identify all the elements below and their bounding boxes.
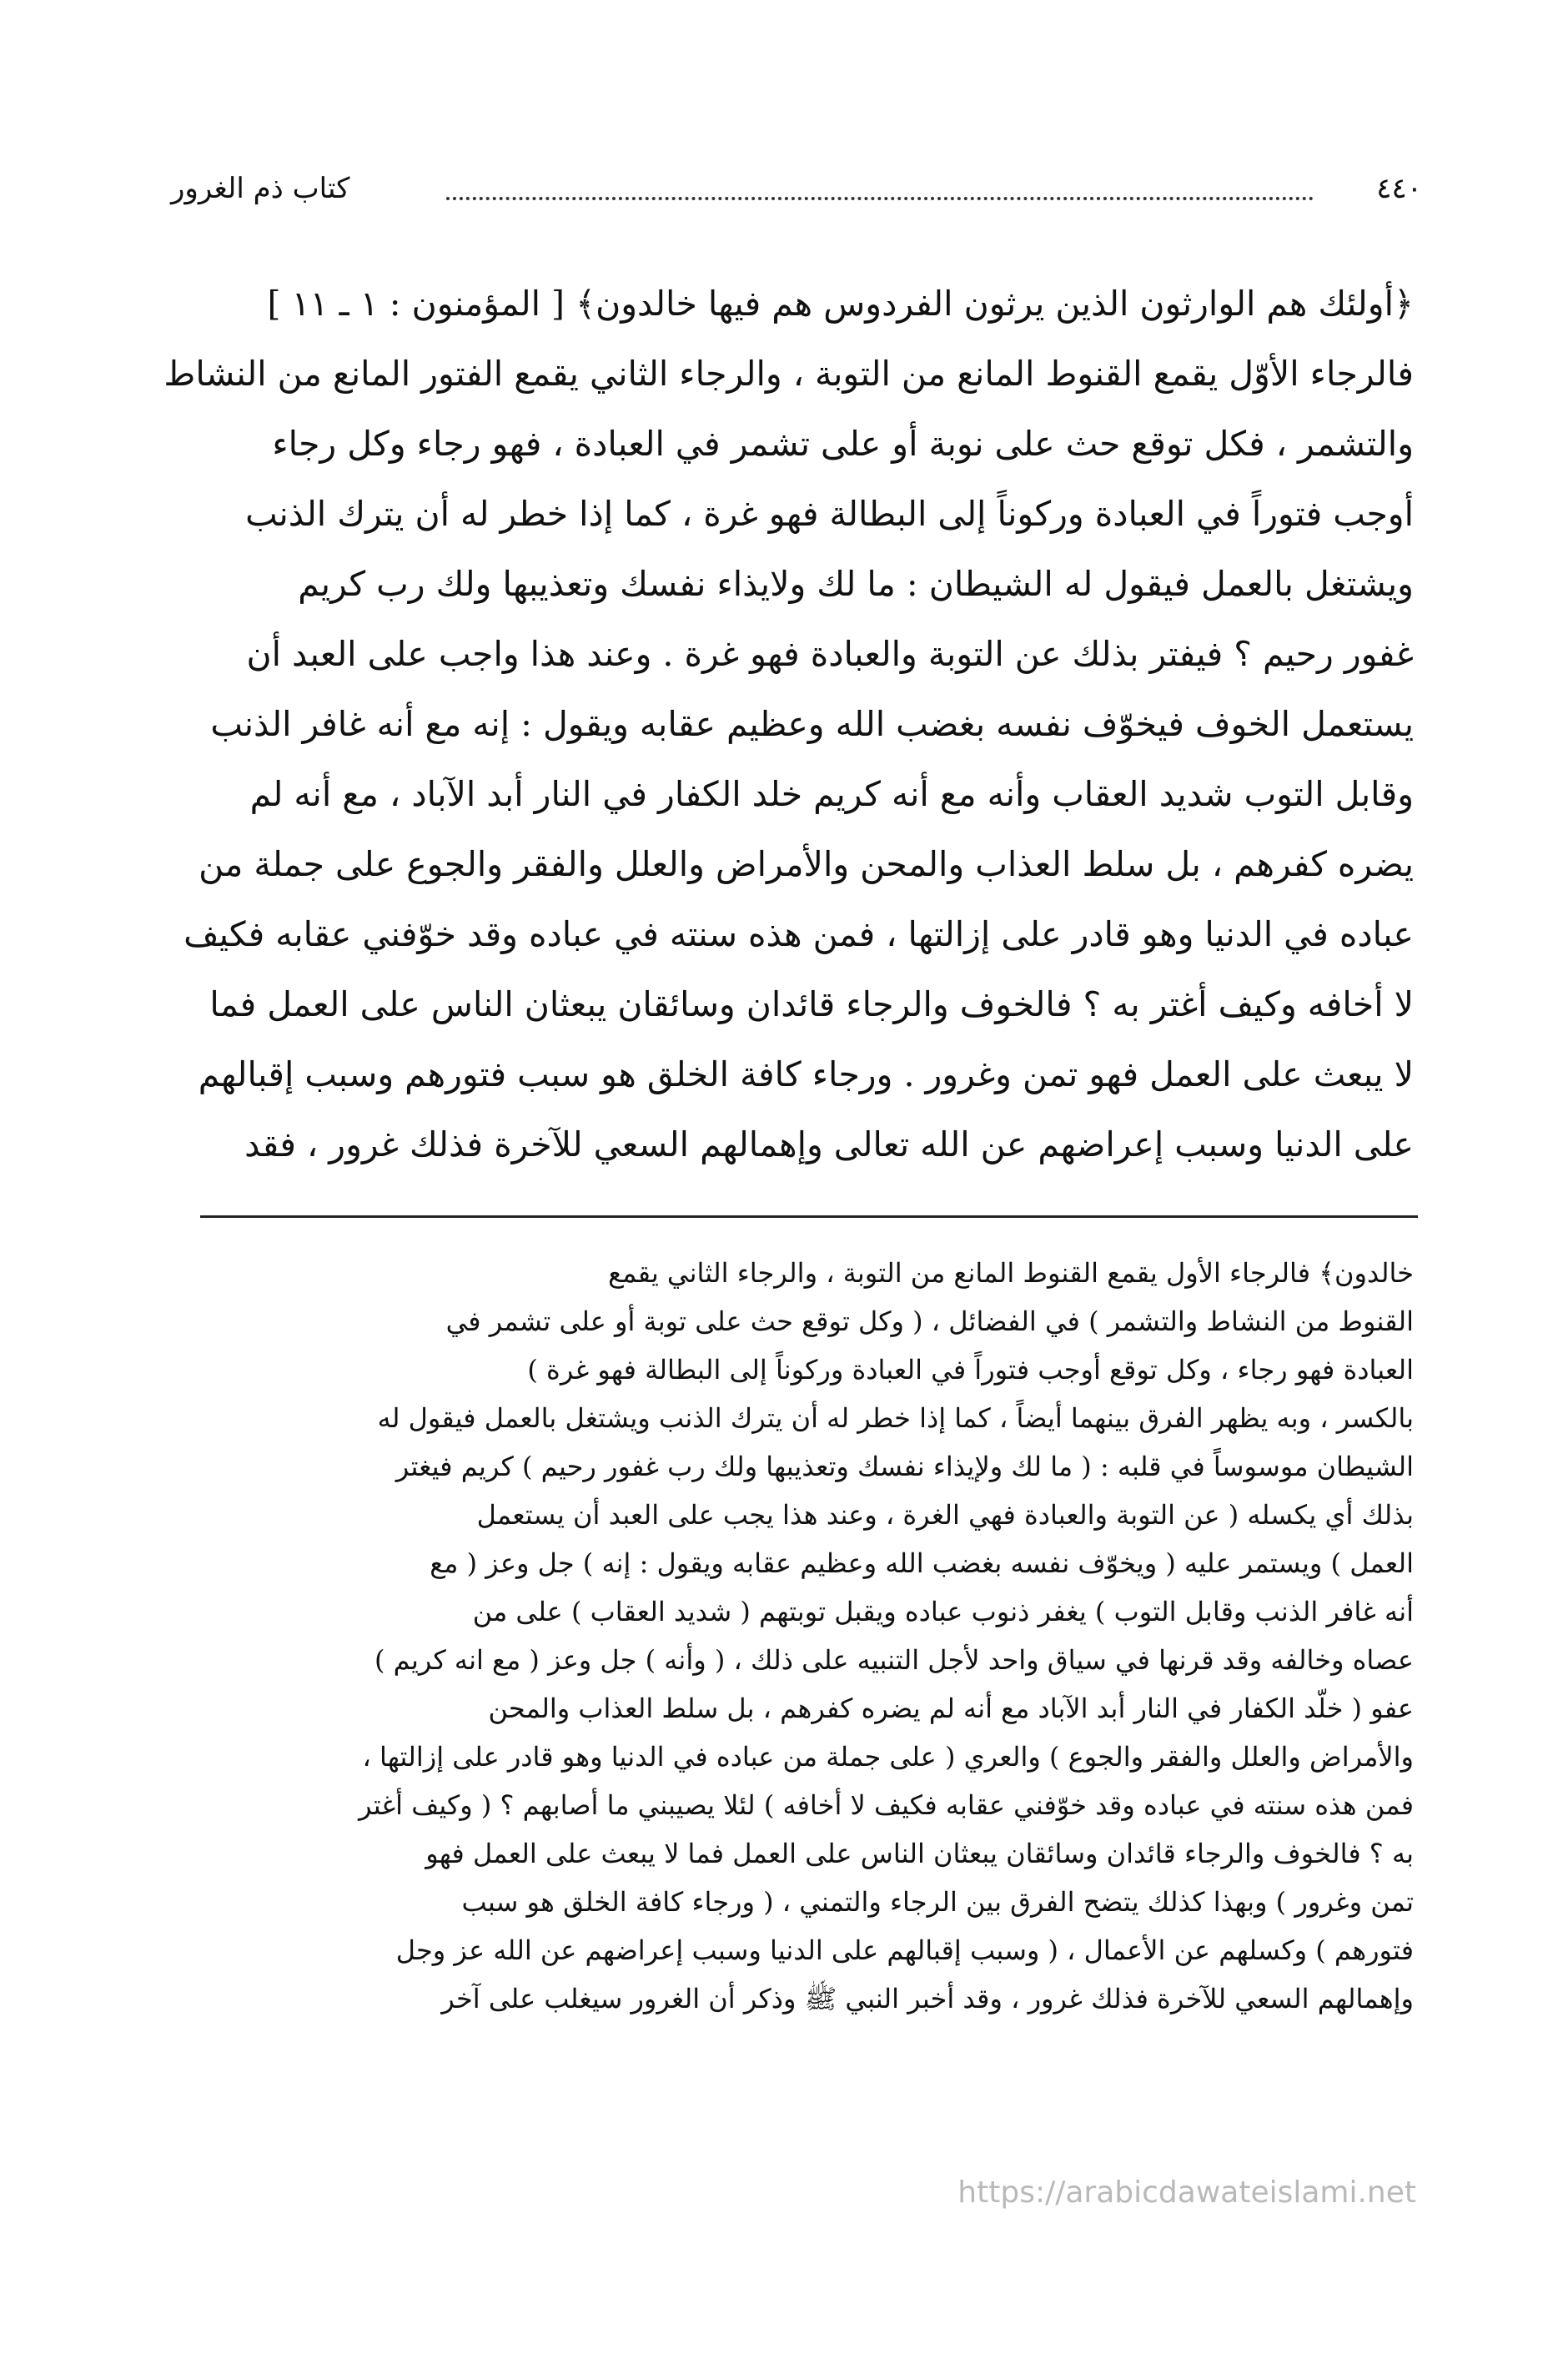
commentary-line: به ؟ فالخوف والرجاء قائدان وسائقان يبعثان الناس على العمل فما لا يبعث على العمل فهو [425,1838,1414,1869]
main-line: والتشمر ، فكل توقع حث على نوبة أو على تشمر في العبادة ، فهو رجاء وكل رجاء [272,424,1414,464]
main-line: لا يبعث على العمل فهو تمن وغرور . ورجاء كافة الخلق هو سبب فتورهم وسبب إقبالهم [198,1054,1414,1094]
commentary-line: فتورهم ) وكسلهم عن الأعمال ، ( وسبب إقبالهم على الدنيا وسبب إعراضهم عن الله عز وجل [395,1934,1414,1966]
footnote-separator [200,1215,1418,1218]
main-line: لا أخافه وكيف أغتر به ؟ فالخوف والرجاء قائدان وسائقان يبعثان الناس على العمل فما [209,984,1414,1024]
commentary-line: الشيطان موسوساً في قلبه : ( ما لك ولإيذاء نفسك وتعذيبها ولك رب غفور رحيم ) كريم فيغتر [395,1451,1414,1482]
commentary-line: فمن هذه سنته في عباده وقد خوّفني عقابه فكيف لا أخافه ) لئلا يصيبني ما أصابهم ؟ ( وكيف أغتر [359,1789,1414,1821]
commentary-line: خالدون﴾ فالرجاء الأول يقمع القنوط المانع من التوبة ، والرجاء الثاني يقمع [608,1257,1414,1289]
main-line: أوجب فتوراً في العبادة وركوناً إلى البطالة فهو غرة ، كما إذا خطر له أن يترك الذنب [245,494,1414,534]
commentary-line: أنه غافر الذنب وقابل التوب ) يغفر ذنوب عباده ويقبل توبتهم ( شديد العقاب ) على من [472,1596,1414,1627]
running-header [171,163,1422,214]
commentary-line: بالكسر ، وبه يظهر الفرق بينهما أيضاً ، كما إذا خطر له أن يترك الذنب ويشتغل بالعمل فيقول له [377,1402,1414,1434]
book-title: كتاب ذم الغرور [171,172,350,205]
main-line: عباده في الدنيا وهو قادر على إزالتها ، فمن هذه سنته في عباده وقد خوّفني عقابه فكيف [183,914,1414,954]
commentary-line: العمل ) ويستمر عليه ( ويخوّف نفسه بغضب الله وعظيم عقابه ويقول : إنه ) جل وعز ( مع [430,1547,1414,1579]
commentary-line: بذلك أي يكسله ( عن التوبة والعبادة فهي الغرة ، وعند هذا يجب على العبد أن يستعمل [476,1499,1414,1531]
commentary-line: والأمراض والعلل والفقر والجوع ) والعري ( على جملة من عباده في الدنيا وهو قادر على إزالتها ، [362,1741,1414,1773]
header-dot-leader [446,172,1314,200]
main-line: ﴿أولئك هم الوارثون الذين يرثون الفردوس هم فيها خالدون﴾ [ المؤمنون : ١ ـ ١١ ] [267,284,1414,324]
main-line: على الدنيا وسبب إعراضهم عن الله تعالى وإهمالهم السعي للآخرة فذلك غرور ، فقد [244,1124,1414,1164]
watermark-url: https://arabicdawateislami.net [957,2175,1416,2210]
commentary-line: عفو ( خلّد الكفار في النار أبد الآباد مع أنه لم يضره كفرهم ، بل سلط العذاب والمحن [488,1693,1414,1724]
commentary-line: القنوط من النشاط والتشمر ) في الفضائل ، ( وكل توقع حث على توبة أو على تشمر في [445,1305,1414,1337]
commentary-line: تمن وغرور ) وبهذا كذلك يتضح الفرق بين الرجاء والتمني ، ( ورجاء كافة الخلق هو سبب [461,1886,1414,1918]
commentary-line: العبادة فهو رجاء ، وكل توقع أوجب فتوراً في العبادة وركوناً إلى البطالة فهو غرة ) [527,1354,1414,1386]
main-line: فالرجاء الأوّل يقمع القنوط المانع من التوبة ، والرجاء الثاني يقمع الفتور المانع من النشاط [163,354,1414,394]
page-number: ٤٤٠ [1376,172,1422,205]
commentary-line: عصاه وخالفه وقد قرنها في سياق واحد لأجل التنبيه على ذلك ، ( وأنه ) جل وعز ( مع انه كريم ) [374,1644,1414,1676]
main-line: غفور رحيم ؟ فيفتر بذلك عن التوبة والعبادة فهو غرة . وعند هذا واجب على العبد أن [246,634,1414,674]
main-line: يستعمل الخوف فيخوّف نفسه بغضب الله وعظيم عقابه ويقول : إنه مع أنه غافر الذنب [210,704,1414,744]
main-line: ويشتغل بالعمل فيقول له الشيطان : ما لك ولايذاء نفسك وتعذيبها ولك رب كريم [298,564,1414,604]
main-line: يضره كفرهم ، بل سلط العذاب والمحن والأمراض والعلل والفقر والجوع على جملة من [199,844,1414,884]
commentary-line: وإهمالهم السعي للآخرة فذلك غرور ، وقد أخبر النبي ﷺ وذكر أن الغرور سيغلب على آخر [441,1983,1414,2014]
main-line: وقابل التوب شديد العقاب وأنه مع أنه كريم خلد الكفار في النار أبد الآباد ، مع أنه لم [249,774,1414,814]
